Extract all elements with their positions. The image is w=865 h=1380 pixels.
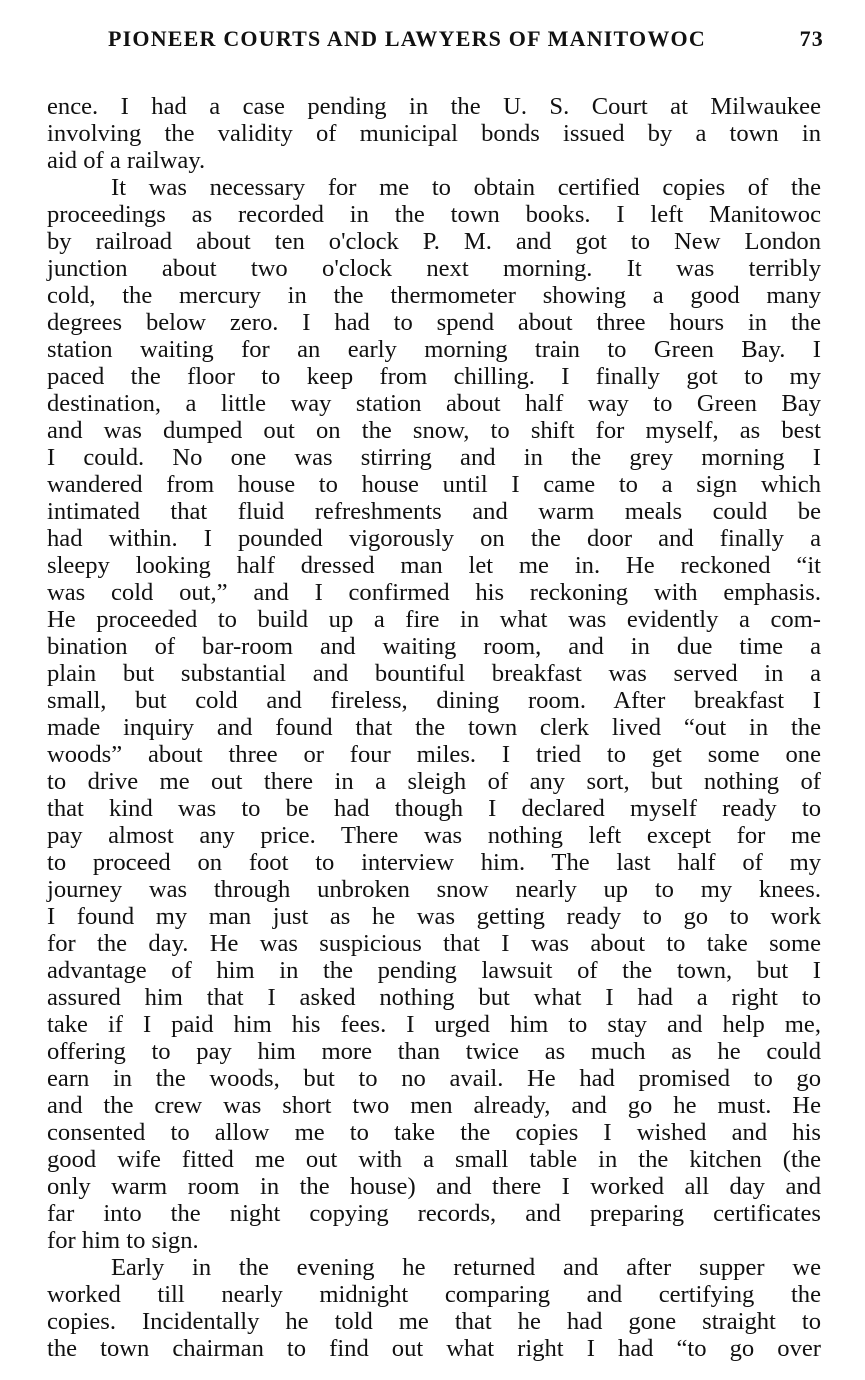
text-line: that kind was to be had though I declared myself ready to <box>47 795 821 822</box>
text-line: good wife fitted me out with a small table in the kitchen (the <box>47 1146 821 1173</box>
text-line: take if I paid him his fees. I urged him to stay and help me, <box>47 1011 821 1038</box>
text-line: earn in the woods, but to no avail. He had promised to go <box>47 1065 821 1092</box>
text-line: paced the floor to keep from chilling. I finally got to my <box>47 363 821 390</box>
text-line: destination, a little way station about half way to Green Bay <box>47 390 821 417</box>
text-line: and the crew was short two men already, and go he must. He <box>47 1092 821 1119</box>
text-line: woods” about three or four miles. I tried to get some one <box>47 741 821 768</box>
text-line: to drive me out there in a sleigh of any sort, but nothing of <box>47 768 821 795</box>
text-line: and was dumped out on the snow, to shift for myself, as best <box>47 417 821 444</box>
text-line: copies. Incidentally he told me that he had gone straight to <box>47 1308 821 1335</box>
text-line: aid of a railway. <box>47 147 206 174</box>
text-line: cold, the mercury in the thermometer showing a good many <box>47 282 821 309</box>
text-line: for him to sign. <box>47 1227 199 1254</box>
text-line: was cold out,” and I confirmed his reckoning with emphasis. <box>47 579 821 606</box>
text-line: made inquiry and found that the town clerk lived “out in the <box>47 714 821 741</box>
text-line: proceedings as recorded in the town books. I left Manitowoc <box>47 201 821 228</box>
running-head <box>100 24 828 54</box>
body-text <box>47 93 821 1362</box>
text-line: plain but substantial and bountiful breakfast was served in a <box>47 660 821 687</box>
text-line: involving the validity of municipal bonds issued by a town in <box>47 120 821 147</box>
text-line: had within. I pounded vigorously on the door and finally a <box>47 525 821 552</box>
text-line: station waiting for an early morning train to Green Bay. I <box>47 336 821 363</box>
text-line: journey was through unbroken snow nearly up to my knees. <box>47 876 821 903</box>
text-line: degrees below zero. I had to spend about three hours in the <box>47 309 821 336</box>
text-line: assured him that I asked nothing but what I had a right to <box>47 984 821 1011</box>
text-line: only warm room in the house) and there I worked all day and <box>47 1173 821 1200</box>
running-title: PIONEER COURTS AND LAWYERS OF MANITOWOC <box>108 26 706 51</box>
text-line: the town chairman to find out what right I had “to go over <box>47 1335 821 1362</box>
text-line: bination of bar-room and waiting room, and in due time a <box>47 633 821 660</box>
text-line: Early in the evening he returned and after supper we <box>111 1254 821 1281</box>
text-line: intimated that fluid refreshments and warm meals could be <box>47 498 821 525</box>
text-line: junction about two o'clock next morning. It was terribly <box>47 255 821 282</box>
text-line: by railroad about ten o'clock P. M. and got to New London <box>47 228 821 255</box>
text-line: advantage of him in the pending lawsuit of the town, but I <box>47 957 821 984</box>
text-line: for the day. He was suspicious that I was about to take some <box>47 930 821 957</box>
text-line: offering to pay him more than twice as much as he could <box>47 1038 821 1065</box>
text-line: ence. I had a case pending in the U. S. Court at Milwaukee <box>47 93 821 120</box>
text-line: to proceed on foot to interview him. The last half of my <box>47 849 821 876</box>
text-line: small, but cold and fireless, dining room. After breakfast I <box>47 687 821 714</box>
text-line: It was necessary for me to obtain certified copies of the <box>111 174 821 201</box>
text-line: wandered from house to house until I came to a sign which <box>47 471 821 498</box>
text-line: I could. No one was stirring and in the grey morning I <box>47 444 821 471</box>
text-line: He proceeded to build up a fire in what was evidently a com- <box>47 606 821 633</box>
text-line: sleepy looking half dressed man let me in. He reckoned “it <box>47 552 821 579</box>
text-line: I found my man just as he was getting ready to go to work <box>47 903 821 930</box>
text-line: far into the night copying records, and preparing certificates <box>47 1200 821 1227</box>
text-line: pay almost any price. There was nothing left except for me <box>47 822 821 849</box>
page-number: 73 <box>799 26 824 51</box>
text-line: worked till nearly midnight comparing and certifying the <box>47 1281 821 1308</box>
text-line: consented to allow me to take the copies I wished and his <box>47 1119 821 1146</box>
